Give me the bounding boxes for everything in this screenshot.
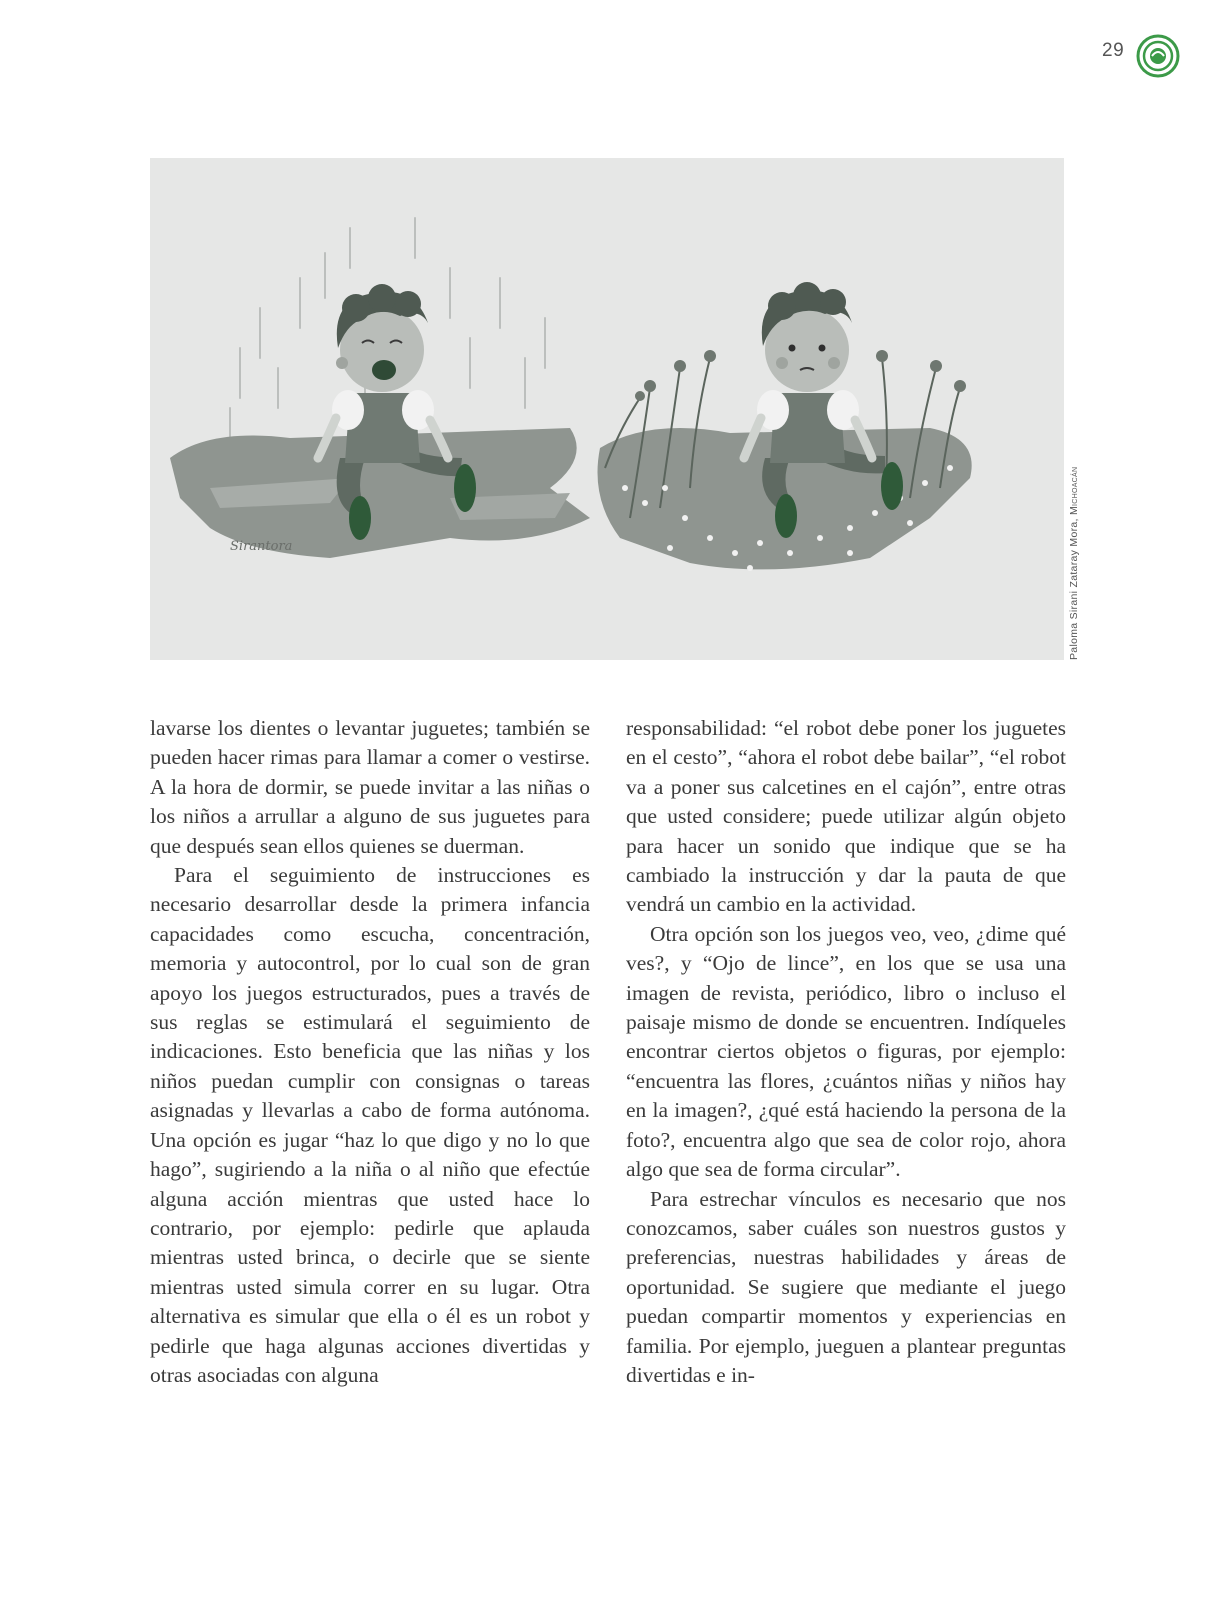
credit-author: Paloma Sirani Zataray Mora, bbox=[1068, 518, 1080, 660]
paragraph: Otra opción son los juegos veo, veo, ¿dime qué ves?, y “Ojo de lince”, en los que se usa una imagen de revista, periódico, libro o incluso el paisaje mismo de donde se encuentren. Indíqueles encontrar ciertos objetos o figuras, por ejemplo: “encuentra las flores, ¿cuántos niñas y niños hay en la imagen?, ¿qué está haciendo la persona de la foto?, encuentra algo que sea de color rojo, ahora algo que sea de forma circular”. bbox=[626, 921, 1066, 1182]
left-scene-child-crying bbox=[170, 218, 590, 558]
page-number: 29 bbox=[1102, 40, 1125, 61]
artist-signature: Sirantora bbox=[230, 539, 293, 554]
right-text-column bbox=[626, 714, 1066, 1390]
green-spiral-emblem-icon bbox=[1136, 34, 1180, 78]
right-scene-child-in-flowers bbox=[598, 282, 972, 571]
paragraph: responsabilidad: “el robot debe poner los juguetes en el cesto”, “ahora el robot debe bailar”, “el robot va a poner sus calcetines en el cajón”, entre otras que usted considere; puede utilizar algún objeto para hacer un sonido que indique que se ha cambiado la instrucción y dar la pauta de que vendrá un cambio en la actividad. bbox=[626, 716, 1066, 917]
paragraph: lavarse los dientes o levantar juguetes; también se pueden hacer rimas para llamar a comer o vestirse. A la hora de dormir, se puede invitar a las niñas o los niños a arrullar a alguno de sus juguetes para que después sean ellos quienes se duerman. bbox=[150, 716, 590, 858]
paragraph: Para estrechar vínculos es necesario que nos conozcamos, saber cuáles son nuestros gustos y preferencias, nuestras habilidades y áreas de oportunidad. Se sugiere que mediante el juego puedan compartir momentos y experiencias en familia. Por ejemplo, jueguen a plantear preguntas divertidas e in- bbox=[626, 1186, 1066, 1387]
left-text-column bbox=[150, 714, 590, 1390]
paragraph: Para el seguimiento de instrucciones es necesario desarrollar desde la primera infancia capacidades como escucha, concentración, memoria y autocontrol, por lo cual son de gran apoyo los juegos estructurados, pues a través de sus reglas se estimulará el seguimiento de indicaciones. Esto beneficia que las niñas y los niños puedan cumplir con consignas o tareas asignadas y llevarlas a cabo de forma autónoma. Una opción es jugar “haz lo que digo y no lo que hago”, sugiriendo a la niña o al niño que efectúe alguna acción mientras que usted hace lo contrario, por ejemplo: pedirle que aplauda mientras usted brinca, o decirle que se siente mientras usted simula correr en su lugar. Otra alternativa es simular que ella o él es un robot y pedirle que haga algunas acciones divertidas y otras asociadas con alguna bbox=[150, 863, 590, 1387]
credit-place: Michoacán bbox=[1068, 466, 1080, 516]
illustration bbox=[150, 158, 1064, 660]
illustration-credit bbox=[1068, 467, 1080, 660]
